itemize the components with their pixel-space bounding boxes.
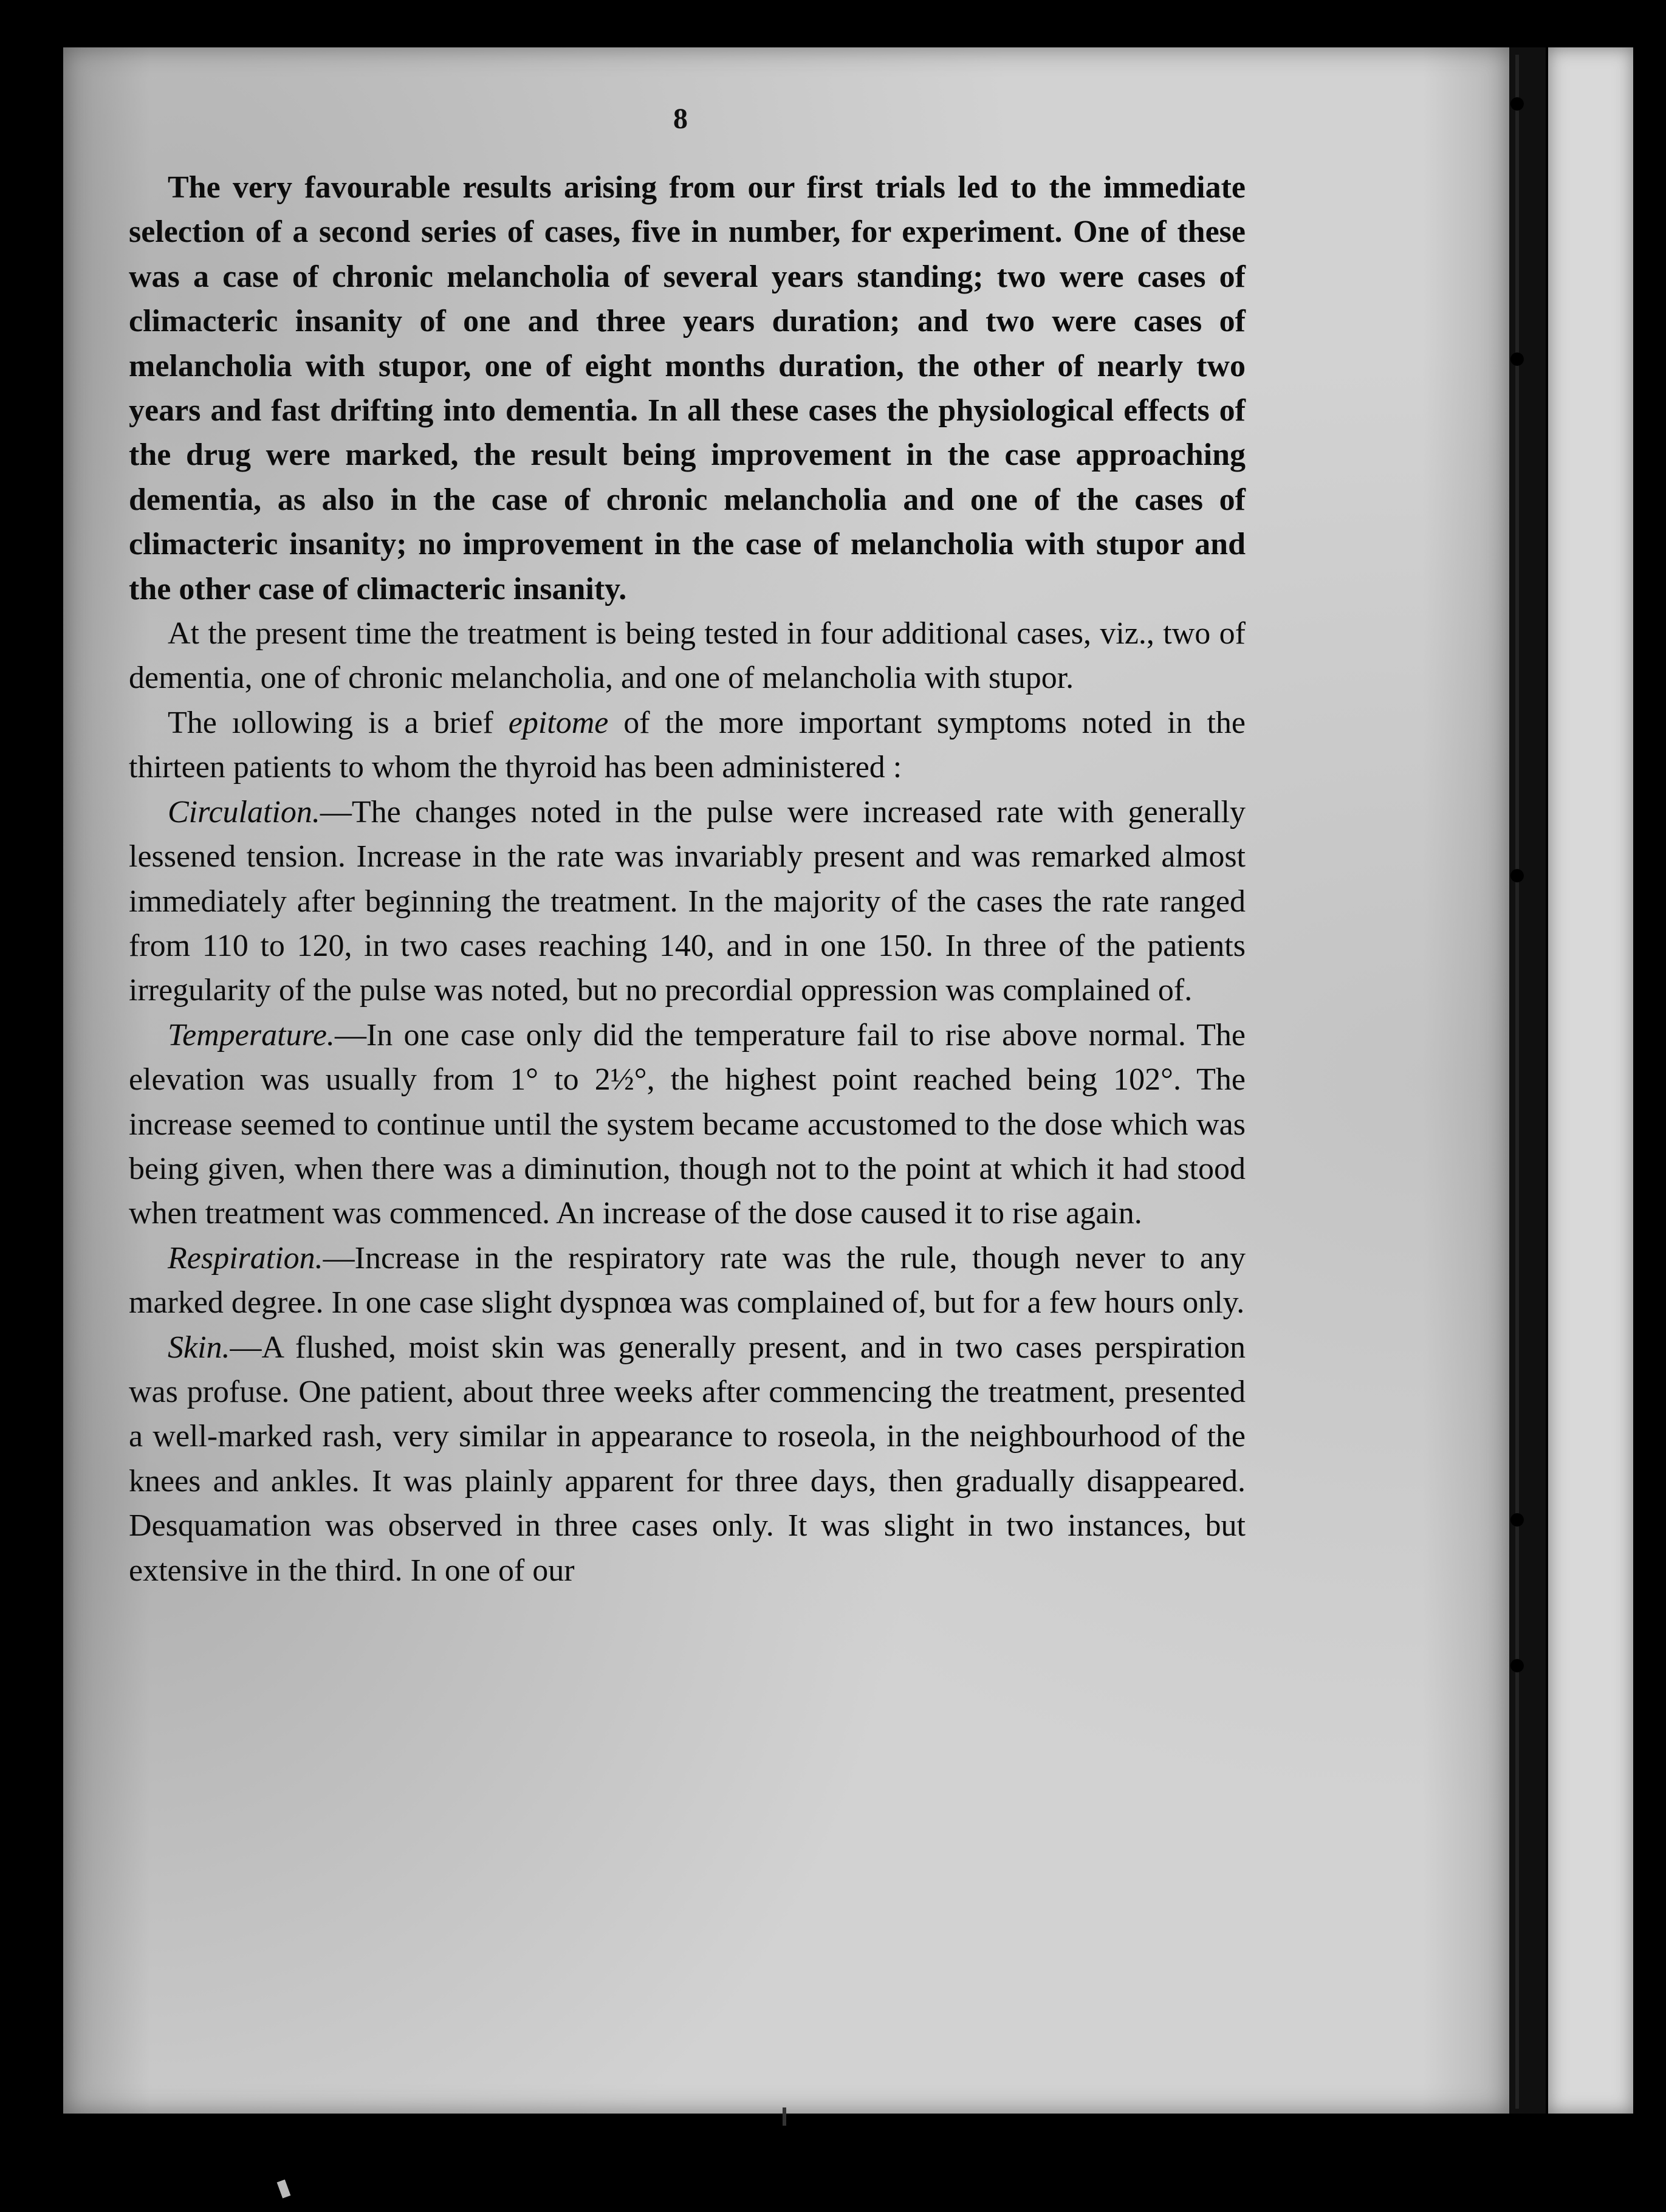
scan-mark — [277, 2179, 291, 2198]
respiration-text: —Increase in the respiratory rate was the rule, though never to any marked degree. In one case slight dyspnœa was complained of, but for a few hours only. — [129, 1240, 1246, 1321]
binding-hole — [1510, 97, 1524, 111]
epitome-text-a: The ıollowing is a brief — [168, 705, 509, 740]
temperature-heading: Temperature. — [168, 1017, 335, 1053]
paragraph-circulation — [129, 790, 1246, 1013]
scan-mark — [783, 2107, 786, 2126]
paragraph-epitome — [129, 701, 1246, 790]
epitome-emphasis: epitome — [508, 705, 609, 740]
respiration-heading: Respiration. — [168, 1240, 323, 1276]
temperature-text: —In one case only did the temperature fail to rise above normal. The elevation was usually from 1° to 2½°, the highest point reached being 102°. The increase seemed to continue until the system became accustomed to the dose which was being given, when there was a diminution, though not to the point at which it had stood when treatment was commenced. An increase of the dose caused it to rise again. — [129, 1017, 1246, 1231]
binding-hole — [1510, 1659, 1524, 1672]
binding-hole — [1510, 1513, 1524, 1527]
skin-heading: Skin. — [168, 1330, 230, 1365]
circulation-heading: Circulation. — [168, 794, 320, 829]
binding-hole — [1510, 352, 1524, 366]
paragraph-trials: The very favourable results arising from our first trials led to the immediate selection of a second series of cases, five in number, for experiment. One of these was a case of chronic melancholia of several years standing; two were cases of climacteric insanity of one and three years duration; and two were cases of melancholia with stupor, one of eight months duration, the other of nearly two years and fast drifting into dementia. In all these cases the physiological effects of the drug were marked, the result being improvement in the case approaching dementia, as also in the case of chronic melancholia and one of the cases of climacteric insanity; no improvement in the case of melancholia with stupor and the other case of climacteric insanity. — [129, 170, 1246, 606]
body-text — [129, 165, 1246, 1593]
paragraph-temperature — [129, 1013, 1246, 1236]
binding-hole — [1510, 869, 1524, 882]
paragraph-respiration — [129, 1236, 1246, 1325]
paragraph-present-treatment: At the present time the treatment is being tested in four additional cases, viz., two of dementia, one of chronic melancholia, and one of melancholia with stupor. — [129, 616, 1246, 696]
paragraph-skin — [129, 1325, 1246, 1593]
page-number: 8 — [673, 103, 688, 135]
skin-text: —A flushed, moist skin was generally present, and in two cases perspiration was profuse. One patient, about three weeks after commencing the treatment, presented a well-marked rash, very similar in appearance to roseola, in the neighbourhood of the knees and ankles. It was plainly apparent for three days, then gradually disappeared. Desquamation was observed in three cases only. It was slight in two instances, but extensive in the third. In one of our — [129, 1330, 1246, 1588]
circulation-text: —The changes noted in the pulse were increased rate with generally lessened tension. Increase in the rate was invariably present and was remarked almost immediately after beginning the treatment. In the majority of the cases the rate ranged from 110 to 120, in two cases reaching 140, and in one 150. In three of the patients irregularity of the pulse was noted, but no precordial oppression was complained of. — [129, 794, 1246, 1008]
epitome-text-b: of the more important symptoms noted in the thirteen patients to whom the thyroid has been administered : — [129, 705, 1246, 785]
adjacent-page-edge — [1548, 47, 1633, 2114]
